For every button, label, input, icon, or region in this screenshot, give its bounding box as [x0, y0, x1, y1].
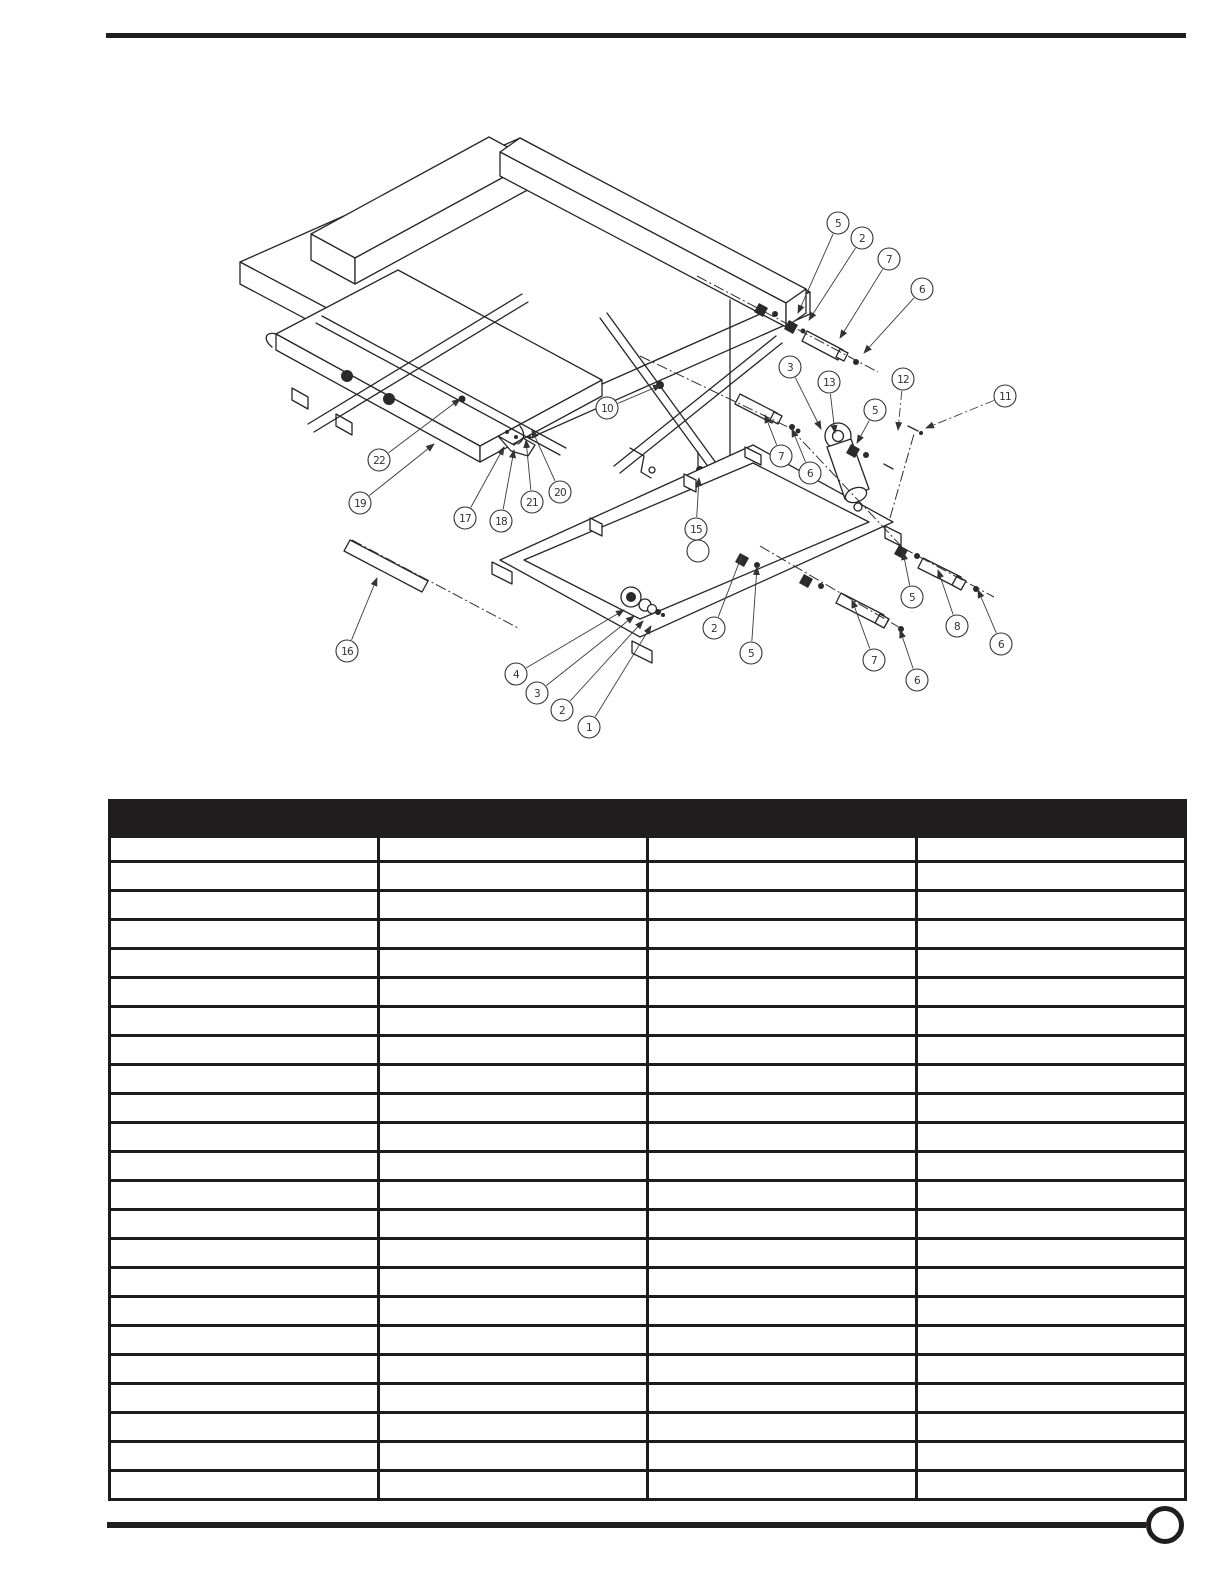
- bolt-tip: [919, 431, 923, 435]
- part-balloon-number: 6: [914, 674, 920, 687]
- table-cell: [379, 1268, 648, 1297]
- table-cell: [110, 1065, 379, 1094]
- table-cell: [379, 1355, 648, 1384]
- part-balloon-number: 22: [373, 454, 385, 467]
- table-cell: [110, 837, 379, 862]
- table-cell: [110, 920, 379, 949]
- table-cell: [648, 1094, 917, 1123]
- table-cell: [379, 1471, 648, 1500]
- table-cell: [917, 1471, 1186, 1500]
- table-cell: [648, 1326, 917, 1355]
- table-cell: [917, 1036, 1186, 1065]
- table-cell: [917, 1152, 1186, 1181]
- table-row: [110, 1239, 1186, 1268]
- table-cell: [110, 862, 379, 891]
- table-cell: [917, 1442, 1186, 1471]
- balloon-leader: [903, 552, 910, 585]
- table-cell: [110, 1036, 379, 1065]
- table-cell: [110, 1210, 379, 1239]
- table-cell: [379, 891, 648, 920]
- table-cell: [379, 837, 648, 862]
- lift-table-art: [240, 137, 994, 663]
- table-row: [110, 1007, 1186, 1036]
- part-balloon-number: 3: [534, 687, 540, 700]
- balloon-leader: [503, 450, 514, 509]
- table-cell: [917, 1355, 1186, 1384]
- table-cell: [917, 1094, 1186, 1123]
- table-cell: [917, 1326, 1186, 1355]
- table-cell: [110, 1094, 379, 1123]
- balloon-leader: [926, 401, 994, 428]
- table-cell: [110, 891, 379, 920]
- washer: [863, 452, 869, 458]
- table-row: [110, 978, 1186, 1007]
- table-row: [110, 1297, 1186, 1326]
- table-row: [110, 837, 1186, 862]
- table-cell: [110, 1268, 379, 1297]
- part-balloon-number: 6: [998, 638, 1004, 651]
- table-cell: [379, 1384, 648, 1413]
- table-cell: [917, 862, 1186, 891]
- part-balloon-number: 5: [909, 591, 915, 604]
- table-row: [110, 1355, 1186, 1384]
- table-cell: [379, 1094, 648, 1123]
- nut: [894, 545, 908, 559]
- cylinder-clevis-hole: [833, 431, 844, 442]
- balloon-leader: [532, 430, 555, 481]
- table-row: [110, 1210, 1186, 1239]
- table-cell: [648, 1152, 917, 1181]
- balloon-leader: [864, 298, 914, 353]
- balloon-leader: [570, 621, 643, 701]
- table-cell: [110, 1355, 379, 1384]
- table-cell: [648, 1384, 917, 1413]
- table-cell: [379, 1326, 648, 1355]
- table-cell: [917, 1123, 1186, 1152]
- balloon-leader: [792, 429, 805, 462]
- part-balloon-number: 1: [586, 721, 592, 734]
- table-cell: [110, 978, 379, 1007]
- part-balloon-empty: [687, 540, 709, 562]
- table-cell: [379, 1065, 648, 1094]
- long-pin: [344, 540, 428, 592]
- table-cell: [648, 1471, 917, 1500]
- table-cell: [379, 1181, 648, 1210]
- table-cell: [110, 1239, 379, 1268]
- washer: [914, 553, 920, 559]
- part-balloon-number: 3: [787, 361, 793, 374]
- part-balloon-number: 7: [778, 450, 784, 463]
- balloon-leader: [898, 391, 902, 430]
- table-row: [110, 1326, 1186, 1355]
- table-cell: [379, 949, 648, 978]
- table-row: [110, 1384, 1186, 1413]
- table-cell: [917, 978, 1186, 1007]
- part-balloon-number: 10: [601, 402, 613, 415]
- table-cell: [917, 1239, 1186, 1268]
- table-cell: [917, 837, 1186, 862]
- bolt: [908, 426, 918, 431]
- part-balloon-number: 8: [954, 620, 960, 633]
- bolt: [884, 464, 893, 469]
- part-balloon-number: 13: [823, 376, 835, 389]
- part-balloon-number: 20: [554, 486, 566, 499]
- table-cell: [648, 1355, 917, 1384]
- table-cell: [648, 1210, 917, 1239]
- part-balloon-number: 19: [354, 497, 366, 510]
- exploded-parts-diagram: [0, 60, 1224, 790]
- centerline: [890, 434, 914, 518]
- table-cell: [379, 1239, 648, 1268]
- washer: [818, 583, 824, 589]
- roller: [383, 393, 395, 405]
- part-balloon-number: 11: [999, 390, 1011, 403]
- table-cell: [110, 1326, 379, 1355]
- table-row: [110, 891, 1186, 920]
- table-header-row: [110, 801, 1186, 837]
- table-cell: [917, 1268, 1186, 1297]
- roller: [341, 370, 353, 382]
- table-cell: [110, 1471, 379, 1500]
- table-cell: [917, 1007, 1186, 1036]
- table-cell: [648, 837, 917, 862]
- nut: [655, 609, 661, 615]
- deck-lip: [266, 333, 276, 347]
- nut: [661, 613, 665, 617]
- part-balloon-number: 5: [748, 647, 754, 660]
- table-header-bar: [110, 801, 1186, 837]
- table-cell: [379, 1123, 648, 1152]
- table-cell: [110, 1297, 379, 1326]
- balloon-leader: [798, 234, 833, 313]
- part-balloon-number: 7: [886, 253, 892, 266]
- table-cell: [917, 1210, 1186, 1239]
- table-cell: [917, 1413, 1186, 1442]
- table-cell: [648, 1239, 917, 1268]
- part-balloon-number: 5: [872, 404, 878, 417]
- table-row: [110, 1471, 1186, 1500]
- table-cell: [379, 920, 648, 949]
- balloon-leader: [526, 610, 624, 668]
- table-row: [110, 1065, 1186, 1094]
- table-cell: [379, 978, 648, 1007]
- centerline: [760, 546, 902, 629]
- part-balloon-number: 2: [711, 622, 717, 635]
- part-balloon-number: 5: [835, 217, 841, 230]
- latch-pin: [505, 430, 509, 434]
- table-row: [110, 1268, 1186, 1297]
- table-row: [110, 1036, 1186, 1065]
- table-cell: [110, 1181, 379, 1210]
- table-cell: [648, 920, 917, 949]
- part-balloon-number: 12: [897, 373, 909, 386]
- table-cell: [648, 1268, 917, 1297]
- table-cell: [110, 1413, 379, 1442]
- part-balloon-number: 18: [495, 515, 507, 528]
- table-cell: [648, 1123, 917, 1152]
- balloon-leader: [352, 578, 377, 640]
- table-cell: [379, 1297, 648, 1326]
- table-row: [110, 949, 1186, 978]
- balloon-leader: [900, 630, 913, 669]
- table-cell: [917, 920, 1186, 949]
- part-balloon-number: 15: [690, 523, 702, 536]
- balloon-leader: [809, 248, 855, 320]
- handle-end: [649, 467, 655, 473]
- table-cell: [917, 1297, 1186, 1326]
- table-cell: [917, 1384, 1186, 1413]
- part-balloon-number: 7: [871, 654, 877, 667]
- table-row: [110, 862, 1186, 891]
- table-cell: [379, 1007, 648, 1036]
- table-cell: [110, 1007, 379, 1036]
- top-horizontal-rule: [106, 33, 1186, 38]
- table-row: [110, 1181, 1186, 1210]
- part-balloon-number: 6: [919, 283, 925, 296]
- latch-pin: [514, 435, 518, 439]
- table-cell: [379, 1210, 648, 1239]
- table-cell: [648, 1442, 917, 1471]
- part-balloon-number: 16: [341, 645, 353, 658]
- table-cell: [917, 1181, 1186, 1210]
- table-cell: [648, 1065, 917, 1094]
- table-row: [110, 1094, 1186, 1123]
- balloon-leader: [857, 421, 869, 443]
- part-balloon-number: 21: [526, 496, 538, 509]
- table-cell: [648, 1181, 917, 1210]
- table-cell: [648, 862, 917, 891]
- table-cell: [917, 949, 1186, 978]
- table-cell: [648, 978, 917, 1007]
- parts-table: [108, 799, 1187, 1501]
- table-cell: [917, 891, 1186, 920]
- centerline: [352, 540, 520, 629]
- table-cell: [379, 1442, 648, 1471]
- caster-hub: [626, 592, 636, 602]
- part-balloon-number: 6: [807, 467, 813, 480]
- table-cell: [648, 1036, 917, 1065]
- table-cell: [379, 1413, 648, 1442]
- balloon-leader: [840, 269, 883, 338]
- table-cell: [379, 862, 648, 891]
- table-cell: [648, 891, 917, 920]
- table-cell: [110, 949, 379, 978]
- bottom-horizontal-rule: [107, 1522, 1146, 1528]
- pin-tip: [796, 429, 801, 434]
- part-balloon-number: 2: [559, 704, 565, 717]
- table-cell: [110, 1442, 379, 1471]
- balloon-leader: [795, 378, 821, 429]
- table-row: [110, 920, 1186, 949]
- table-cell: [648, 1297, 917, 1326]
- diagram-svg: [0, 60, 1224, 790]
- part-balloon-number: 4: [513, 668, 519, 681]
- table-row: [110, 1123, 1186, 1152]
- centerline: [640, 356, 790, 428]
- table-cell: [648, 1007, 917, 1036]
- table-row: [110, 1413, 1186, 1442]
- table-cell: [110, 1123, 379, 1152]
- page-number-circle: [1146, 1506, 1184, 1544]
- table-cell: [110, 1384, 379, 1413]
- table-cell: [648, 1413, 917, 1442]
- table-row: [110, 1442, 1186, 1471]
- cylinder-port: [854, 503, 862, 511]
- part-balloon-number: 2: [859, 232, 865, 245]
- table-row: [110, 1152, 1186, 1181]
- part-balloon-number: 17: [459, 512, 471, 525]
- parts-list-table: [108, 799, 1187, 1501]
- table-cell: [648, 949, 917, 978]
- table-cell: [379, 1036, 648, 1065]
- table-cell: [379, 1152, 648, 1181]
- table-cell: [917, 1065, 1186, 1094]
- table-cell: [110, 1152, 379, 1181]
- deck-foot: [292, 388, 308, 409]
